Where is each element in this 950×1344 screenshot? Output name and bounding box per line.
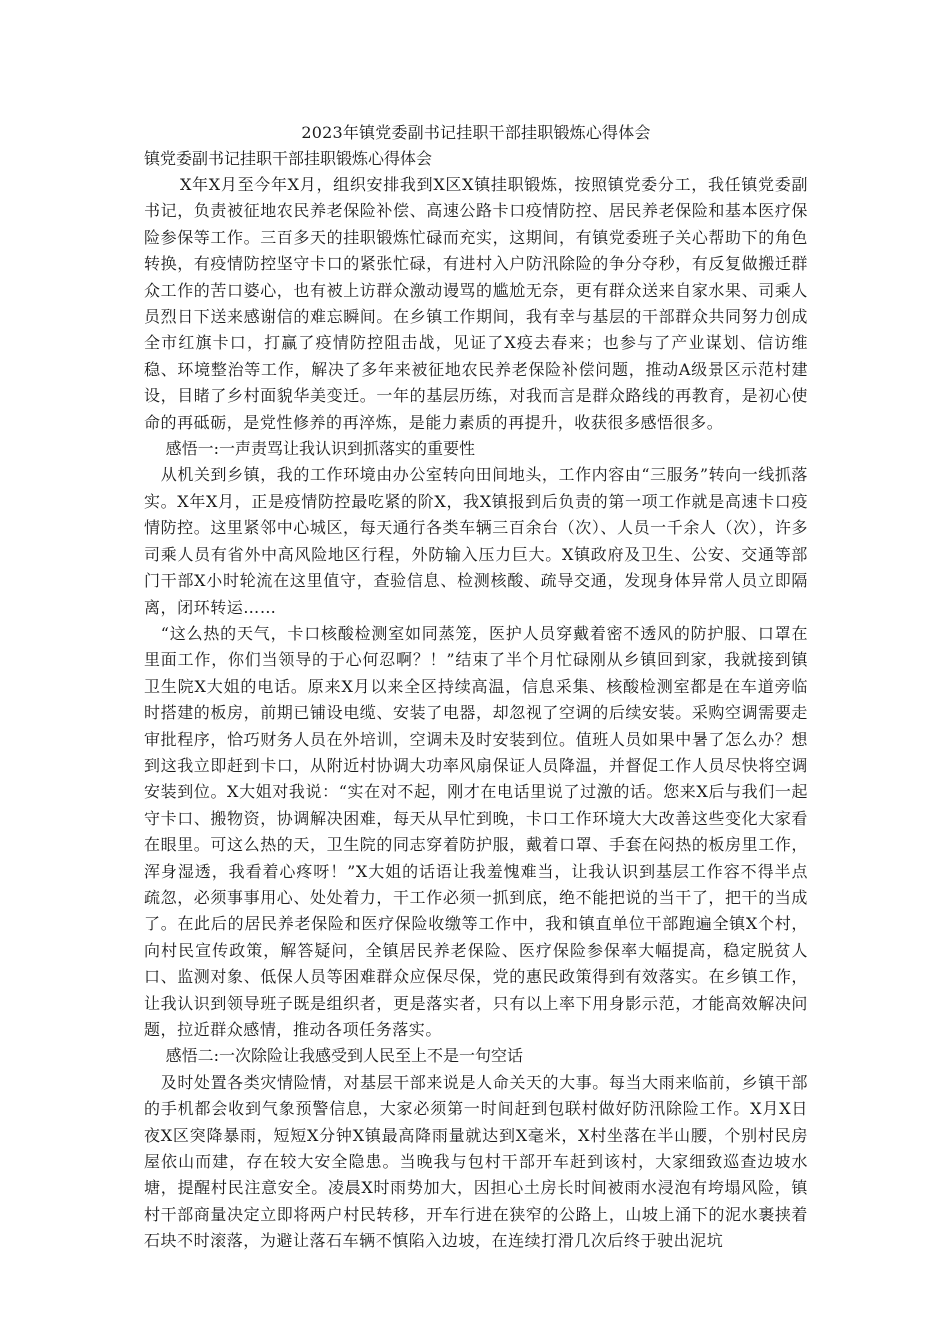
document-title: 2023年镇党委副书记挂职干部挂职锻炼心得体会 [301, 123, 651, 142]
section-1-paragraph-1: 从机关到乡镇，我的工作环境由办公室转向田间地头，工作内容由“三服务”转向一线抓落实。X年X月，正是疫情防控最吃紧的阶X，我X镇报到后负责的第一项工作就是高速卡口疫情防控。这里紧邻中心城区，每天通行各类车辆三百余台（次）、人员一千余人（次），许多司乘人员有省外中高风险地区行程，外防输入压力巨大。X镇政府及卫生、公安、交通等部门干部X小时轮流在这里值守，查验信息、检测核酸、疏导交通，发现身体异常人员立即隔离，闭环转运…… [144, 465, 808, 617]
intro-paragraph: X年X月至今年X月，组织安排我到X区X镇挂职锻炼，按照镇党委分工，我任镇党委副书记，负责被征地农民养老保险补偿、高速公路卡口疫情防控、居民养老保险和基本医疗保险参保等工作。三百多天的挂职锻炼忙碌而充实，这期间，有镇党委班子关心帮助下的角色转换，有疫情防控坚守卡口的紧张忙碌，有进村入户防汛除险的争分夺秒，有反复做搬迁群众工作的苦口婆心，也有被上访群众激动谩骂的尴尬无奈，更有群众送来自家水果、司乘人员烈日下送来感谢信的难忘瞬间。在乡镇工作期间，我有幸与基层的干部群众共同努力创成全市红旗卡口，打赢了疫情防控阻击战，见证了X疫去春来；也参与了产业谋划、信访维稳、环境整治等工作，解决了多年来被征地农民养老保险补偿问题，推动A级景区示范村建设，目睹了乡村面貌华美变迁。一年的基层历练，对我而言是群众路线的再教育，是初心使命的再砥砺，是党性修养的再淬炼，是能力素质的再提升，收获很多感悟很多。 [144, 175, 808, 432]
section-1-paragraph-2: “这么热的天气，卡口核酸检测室如同蒸笼，医护人员穿戴着密不透风的防护服、口罩在里面工作，你们当领导的于心何忍啊？！”结束了半个月忙碌刚从乡镇回到家，我就接到镇卫生院X大姐的电话。原来X月以来全区持续高温，信息采集、核酸检测室都是在车道旁临时搭建的板房，前期已铺设电缆、安装了电器，却忽视了空调的后续安装。采购空调需要走审批程序，恰巧财务人员在外培训，空调未及时安装到位。值班人员如果中暑了怎么办？想到这我立即赶到卡口，从附近村协调大功率风扇保证人员降温，并督促工作人员尽快将空调安装到位。X大姐对我说：“实在对不起，刚才在电话里说了过激的话。您来X后与我们一起守卡口、搬物资，协调解决困难，每天从早忙到晚，卡口工作环境大大改善这些变化大家看在眼里。可这么热的天，卫生院的同志穿着防护服，戴着口罩、手套在闷热的板房里工作，浑身湿透，我看着心疼呀！”X大姐的话语让我羞愧难当，让我认识到基层工作容不得半点疏忽，必须事事用心、处处着力，干工作必须一抓到底，绝不能把说的当干了，把干的当成了。在此后的居民养老保险和医疗保险收缴等工作中，我和镇直单位干部跑遍全镇X个村，向村民宣传政策，解答疑问，全镇居民养老保险、医疗保险参保率大幅提高，稳定脱贫人口、监测对象、低保人员等困难群众应保尽保，党的惠民政策得到有效落实。在乡镇工作，让我认识到领导班子既是组织者，更是落实者，只有以上率下用身影示范，才能高效解决问题，拉近群众感情，推动各项任务落实。 [144, 623, 808, 1039]
section-2-heading: 感悟二:一次除险让我感受到人民至上不是一句空话 [165, 1046, 523, 1066]
document-page [144, 120, 808, 1255]
section-2-paragraph-1: 及时处置各类灾情险情，对基层干部来说是人命关天的大事。每当大雨来临前，乡镇干部的手机都会收到气象预警信息，大家必须第一时间赶到包联村做好防汛除险工作。X月X日夜X区突降暴雨，短短X分钟X镇最高降雨量就达到X毫米，X村坐落在半山腰，个别村民房屋依山而建，存在较大安全隐患。当晚我与包村干部开车赶到该村，大家细致巡查边坡水塘，提醒村民注意安全。凌晨X时雨势加大，因担心土房长时间被雨水浸泡有垮塌风险，镇村干部商量决定立即将两户村民转移，开车行进在狭窄的公路上，山坡上涌下的泥水裹挟着石块不时滚落，为避让落石车辆不慎陷入边坡，在连续打滑几次后终于驶出泥坑 [144, 1072, 808, 1251]
section-1-heading: 感悟一:一声责骂让我认识到抓落实的重要性 [165, 439, 475, 459]
document-subtitle: 镇党委副书记挂职干部挂职锻炼心得体会 [144, 149, 433, 168]
